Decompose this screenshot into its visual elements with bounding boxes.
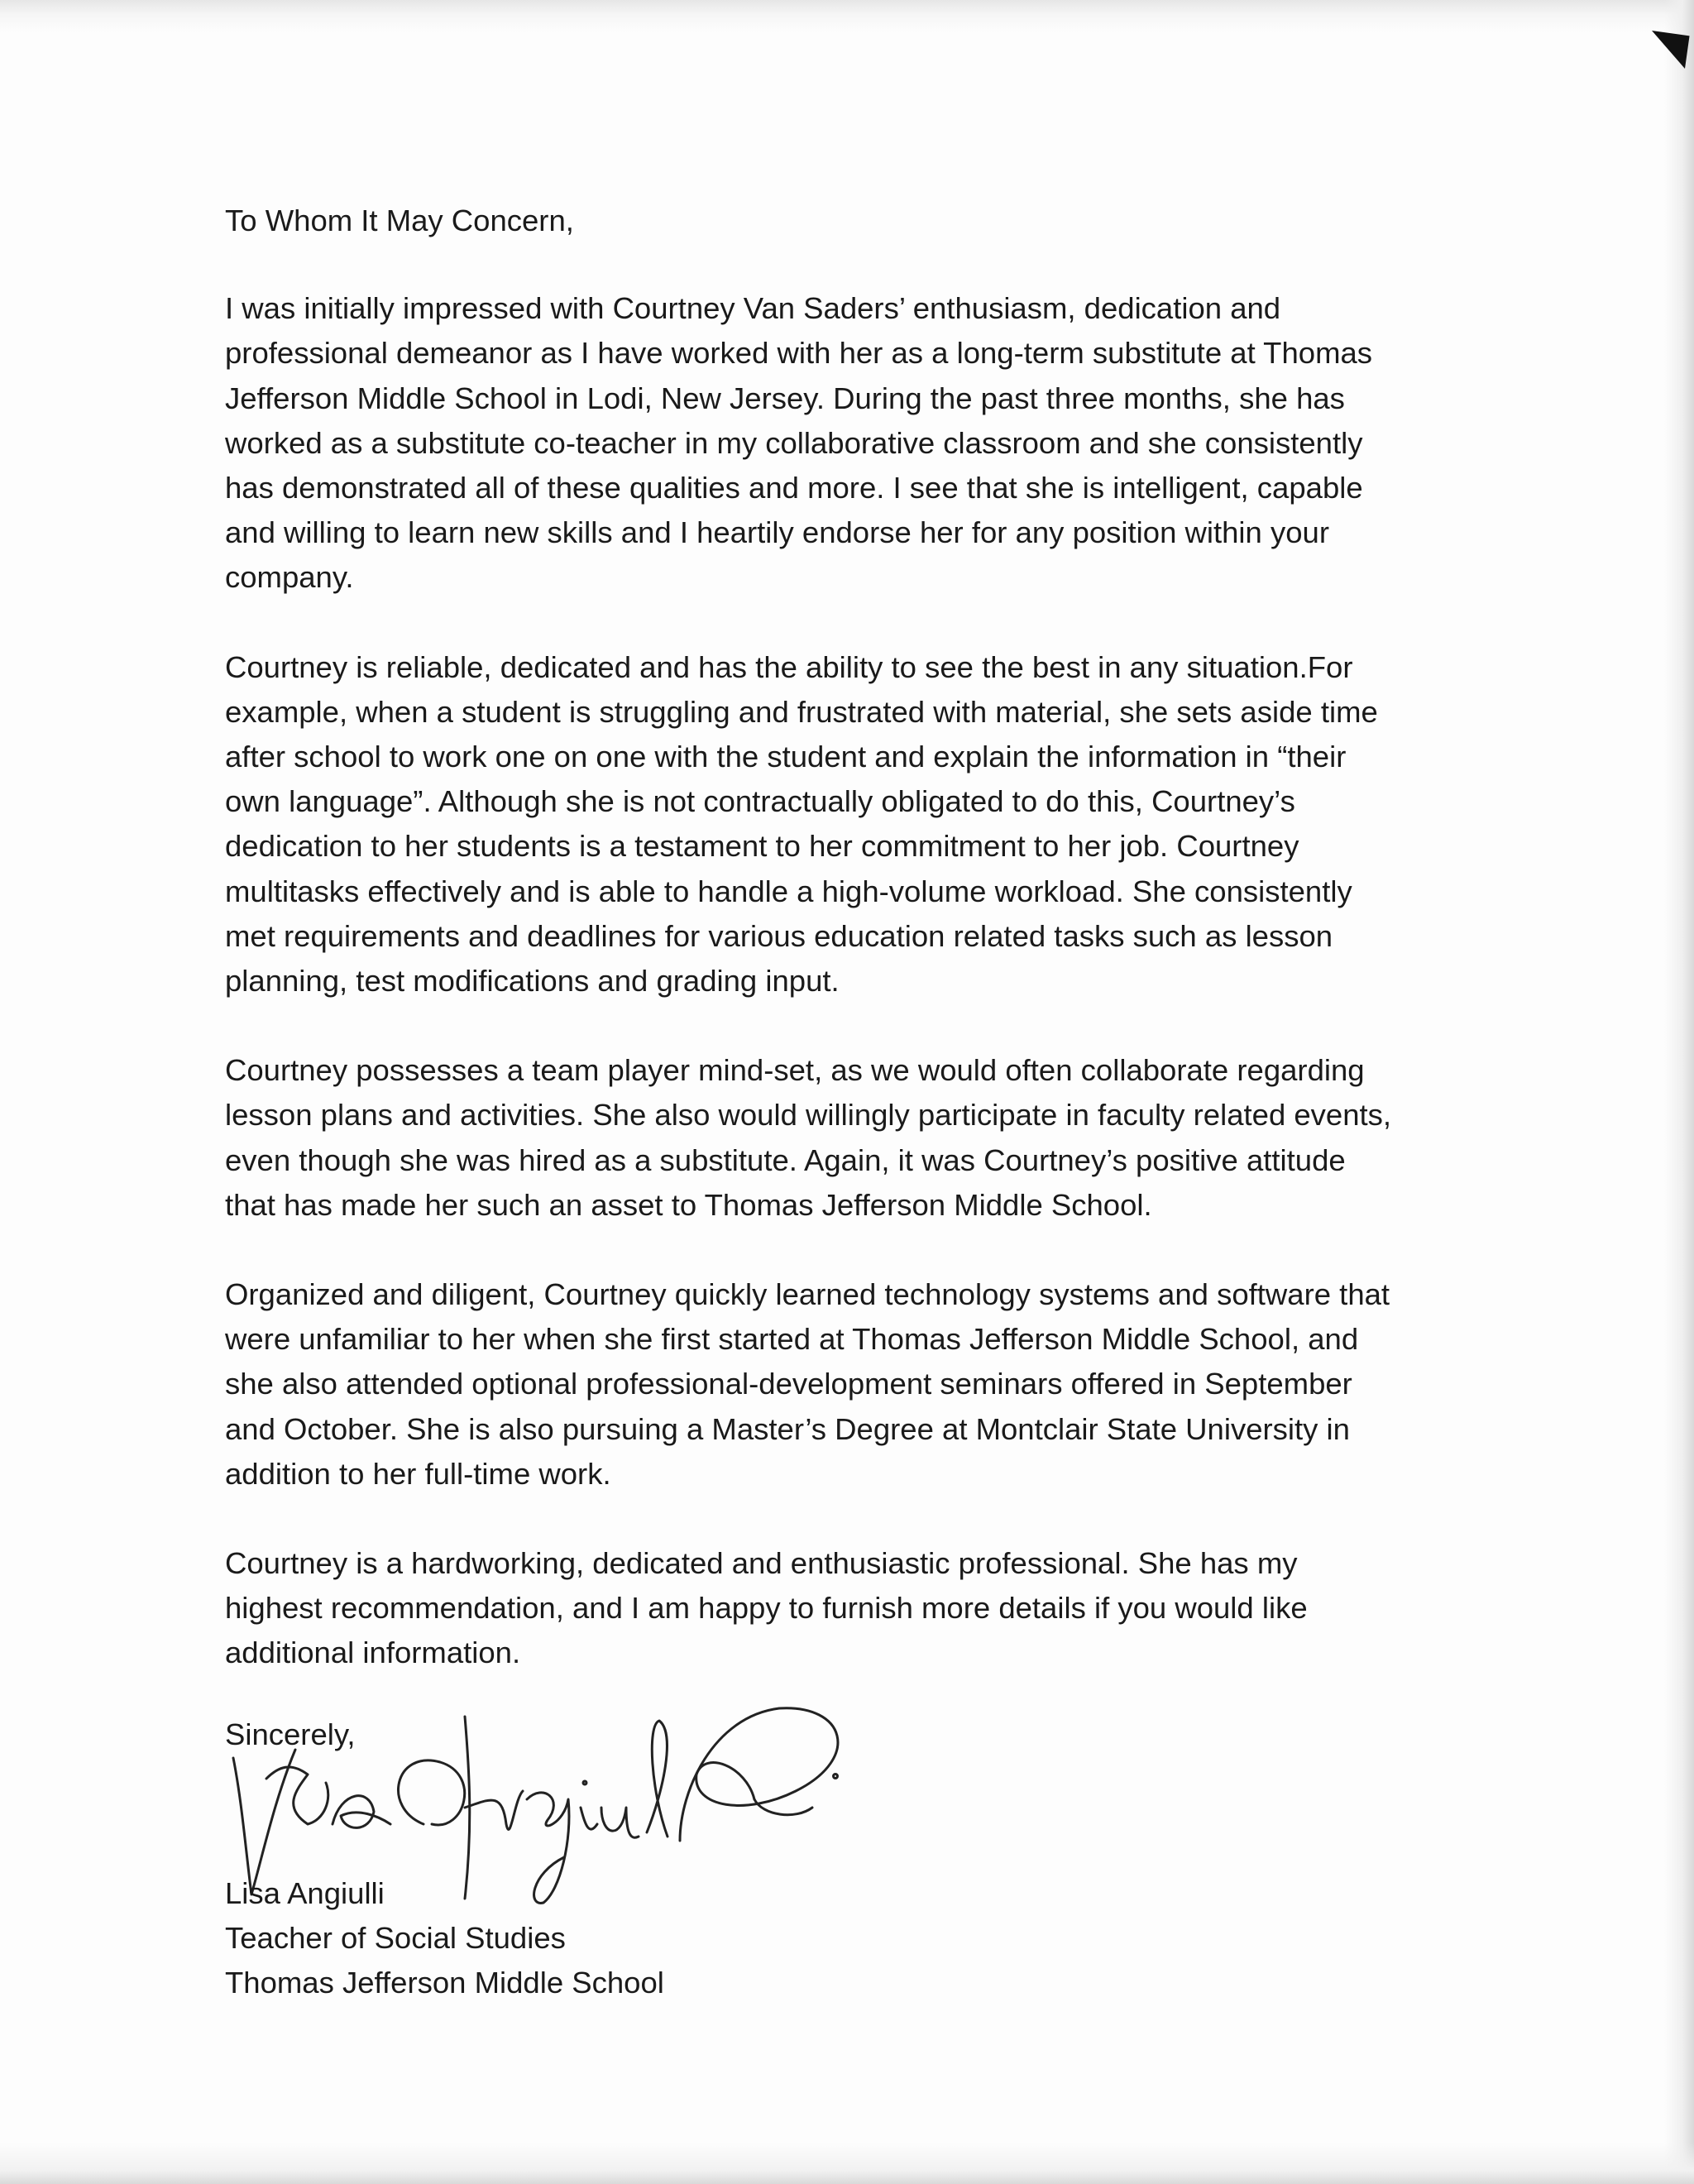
scan-edge-bottom (0, 2143, 1694, 2184)
signer-organization: Thomas Jefferson Middle School (225, 1966, 664, 2000)
closing: Sincerely, (225, 1717, 356, 1751)
scan-edge-right (1664, 0, 1694, 2184)
letter-body (225, 199, 1499, 1721)
paragraph-recommendation: Courtney is a hardworking, dedicated and enthusiastic professional. She has my highest recommendation, and I am happy to furnish more details if you would like additional information. (225, 1546, 1308, 1670)
folded-corner (1647, 31, 1689, 69)
paragraph-reliability: Courtney is reliable, dedicated and has the ability to see the best in any situation.For example, when a student is struggling and frustrated with material, she sets aside time after school to work one on one with the student and explain the information in “their own language”. Although she is not contractually obligated to do this, Courtney’s dedication to her students is a testament to her commitment to her job. Courtney multitasks effectively and is able to handle a high-volume workload. She consistently met requirements and deadlines for various education related tasks such as lesson planning, test modifications and grading input. (225, 649, 1378, 999)
paragraph-organization: Organized and diligent, Courtney quickly learned technology systems and software that were unfamiliar to her when she first started at Thomas Jefferson Middle School, and she also attended optional professional-development seminars offered in September and October. She is also pursuing a Master’s Degree at Montclair State University in addition to her full-time work. (225, 1277, 1390, 1491)
signer-title: Teacher of Social Studies (225, 1921, 566, 1955)
paragraph-introduction: I was initially impressed with Courtney Van Saders’ enthusiasm, dedication and professional demeanor as I have worked with her as a long-term substitute at Thomas Jefferson Middle School in Lodi, New Jersey. During the past three months, she has worked as a substitute co-teacher in my collaborative classroom and she consistently has demonstrated all of these qualities and more. I see that she is intelligent, capable and willing to learn new skills and I heartily endorse her for any position within your company. (225, 291, 1373, 595)
scan-edge-top (0, 0, 1694, 33)
salutation: To Whom It May Concern, (225, 204, 574, 237)
signature-block (225, 1871, 664, 2005)
signer-name: Lisa Angiulli (225, 1876, 385, 1910)
paragraph-teamwork: Courtney possesses a team player mind-set, as we would often collaborate regarding lesson plans and activities. She also would willingly participate in faculty related events, even though she was hired as a substitute. Again, it was Courtney’s positive attitude that has made her such an asset to Thomas Jefferson Middle School. (225, 1053, 1392, 1222)
